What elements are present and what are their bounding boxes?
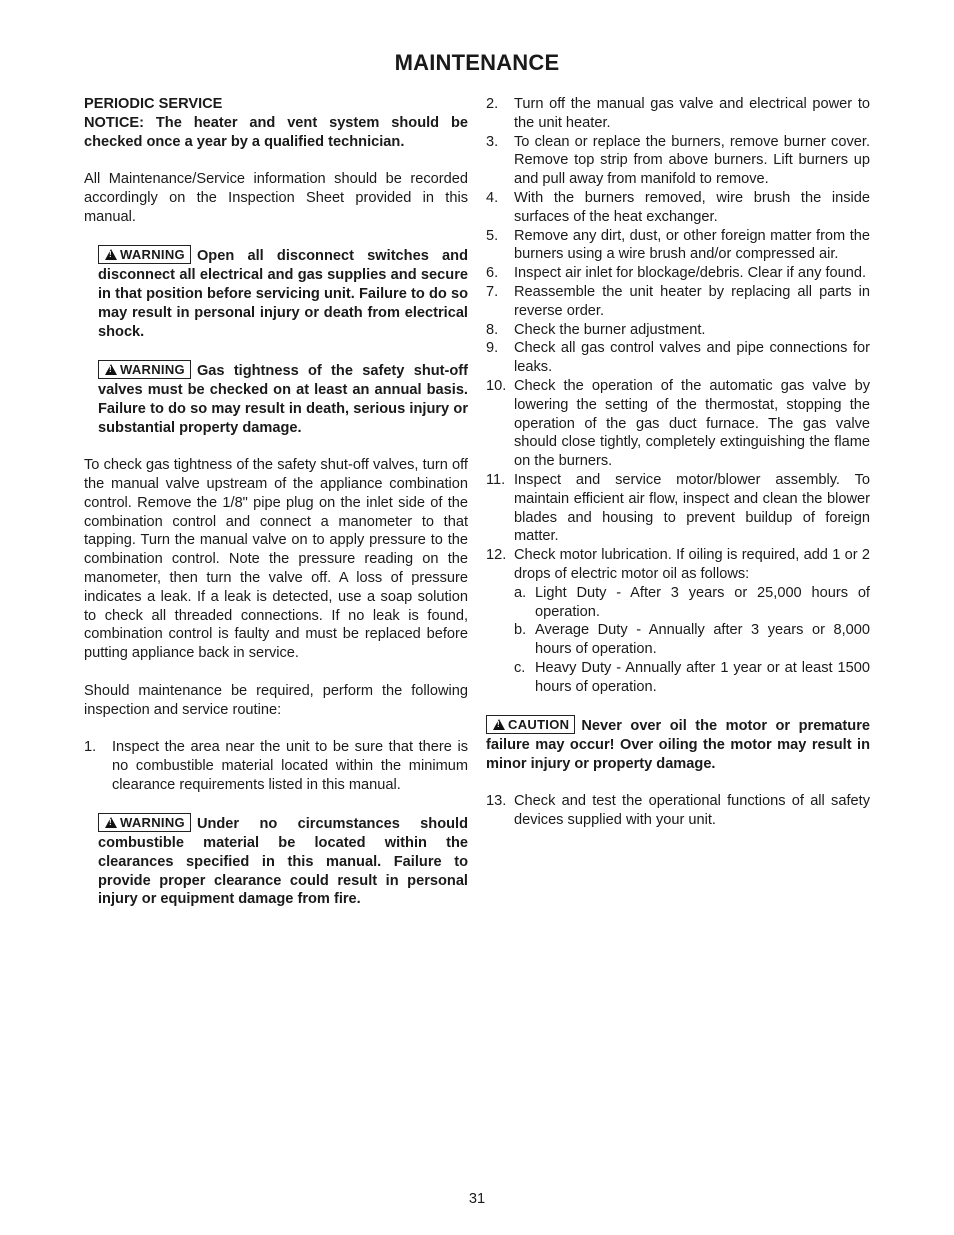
warning-triangle-icon (105, 364, 117, 375)
list-item: 11. Inspect and service motor/blower assembly. To maintain efficient air flow, inspect and clean the blower blades and housing to prevent buildup of foreign matter. (486, 471, 870, 545)
list-item-number: 1. (84, 739, 97, 756)
left-column (84, 95, 468, 909)
list-item: 3. To clean or replace the burners, remove burner cover. Remove top strip from above burners. Lift burners up and pull away from manifold to remove. (486, 133, 870, 188)
sub-list-item: a. Light Duty - After 3 years or 25,000 hours of operation. (514, 584, 870, 620)
caution-text: Never over oil the motor or premature failure may occur! Over oiling the motor may result in minor injury or property damage. (486, 718, 870, 772)
warning-text: Gas tightness of the safety shut-off valves must be checked on at least an annual basis. Failure to do so may result in death, serious injury or substantial property damage. (98, 363, 468, 436)
warning-text: Open all disconnect switches and disconnect all electrical and gas supplies and secure in that position before servicing unit. Failure to do so may result in personal injury or death from electrical shock. (98, 248, 468, 340)
routine-intro-paragraph: Should maintenance be required, perform the following inspection and service routine: (84, 682, 468, 718)
warning-text: Under no circumstances should combustible material be located within the clearances specified in this manual. Failure to provide proper clearance could result in personal injury or equipment damage from fire. (98, 816, 468, 908)
warning-badge: !WARNING (98, 245, 191, 264)
list-item: 8. Check the burner adjustment. (486, 321, 706, 338)
list-item: 9. Check all gas control valves and pipe connections for leaks. (486, 340, 870, 376)
warning-triangle-icon (105, 249, 117, 260)
warning-block-clearance (98, 813, 468, 909)
right-column (486, 95, 870, 830)
caution-badge: !CAUTION (486, 715, 575, 734)
warning-triangle-icon (105, 817, 117, 828)
list-item: 13. Check and test the operational functions of all safety devices supplied with your unit. (486, 793, 870, 829)
list-item: 10. Check the operation of the automatic gas valve by lowering the setting of the thermostat, stopping the operation of the gas duct furnace. The gas valve should close tightly, completely extinguishing the flame on the burners. (486, 377, 870, 470)
list-item: 5. Remove any dirt, dust, or other foreign matter from the burners using a wire brush and/or compressed air. (486, 227, 870, 263)
list-item-text: Inspect the area near the unit to be sure that there is no combustible material located within the minimum clearance requirements listed in this manual. (112, 739, 468, 793)
list-item (84, 738, 468, 794)
list-item: 4. With the burners removed, wire brush the inside surfaces of the heat exchanger. (486, 189, 870, 225)
notice-text: NOTICE: The heater and vent system should be checked once a year by a qualified technician. (84, 114, 468, 150)
page-title: MAINTENANCE (394, 50, 560, 75)
warning-block-gas-tightness (98, 360, 468, 437)
warning-badge: !WARNING (98, 813, 191, 832)
list-item: 6. Inspect air inlet for blockage/debris. Clear if any found. (486, 265, 867, 282)
caution-block (486, 715, 870, 773)
list-item: 12. Check motor lubrication. If oiling is required, add 1 or 2 drops of electric motor oil as follows: (486, 547, 870, 582)
list-item: 7. Reassemble the unit heater by replacing all parts in reverse order. (486, 283, 870, 319)
sub-list-item: b. Average Duty - Annually after 3 years or 8,000 hours of operation. (514, 622, 870, 658)
gas-check-paragraph: To check gas tightness of the safety shut-off valves, turn off the manual valve upstream of the appliance combination control. Remove the 1/8" pipe plug on the inlet side of the combination control and connect a manometer to that tapping. Turn the manual valve on to apply pressure to the combination control. Note the pressure reading on the manometer, then turn the valve off. A loss of pressure indicates a leak. If a leak is detected, use a soap solution to check all threaded connections. If no leak is found, combination control is faulty and must be replaced before putting appliance back in service. (84, 457, 468, 662)
caution-triangle-icon (493, 719, 505, 730)
sub-list-item: c. Heavy Duty - Annually after 1 year or at least 1500 hours of operation. (514, 659, 870, 695)
intro-paragraph: All Maintenance/Service information should be recorded accordingly on the Inspection Sheet provided in this manual. (84, 171, 468, 225)
warning-badge: !WARNING (98, 360, 191, 379)
warning-block-disconnect (98, 245, 468, 341)
section-heading: PERIODIC SERVICE (84, 96, 223, 112)
list-item: 2. Turn off the manual gas valve and electrical power to the unit heater. (486, 96, 870, 131)
page-number: 31 (468, 1191, 486, 1207)
